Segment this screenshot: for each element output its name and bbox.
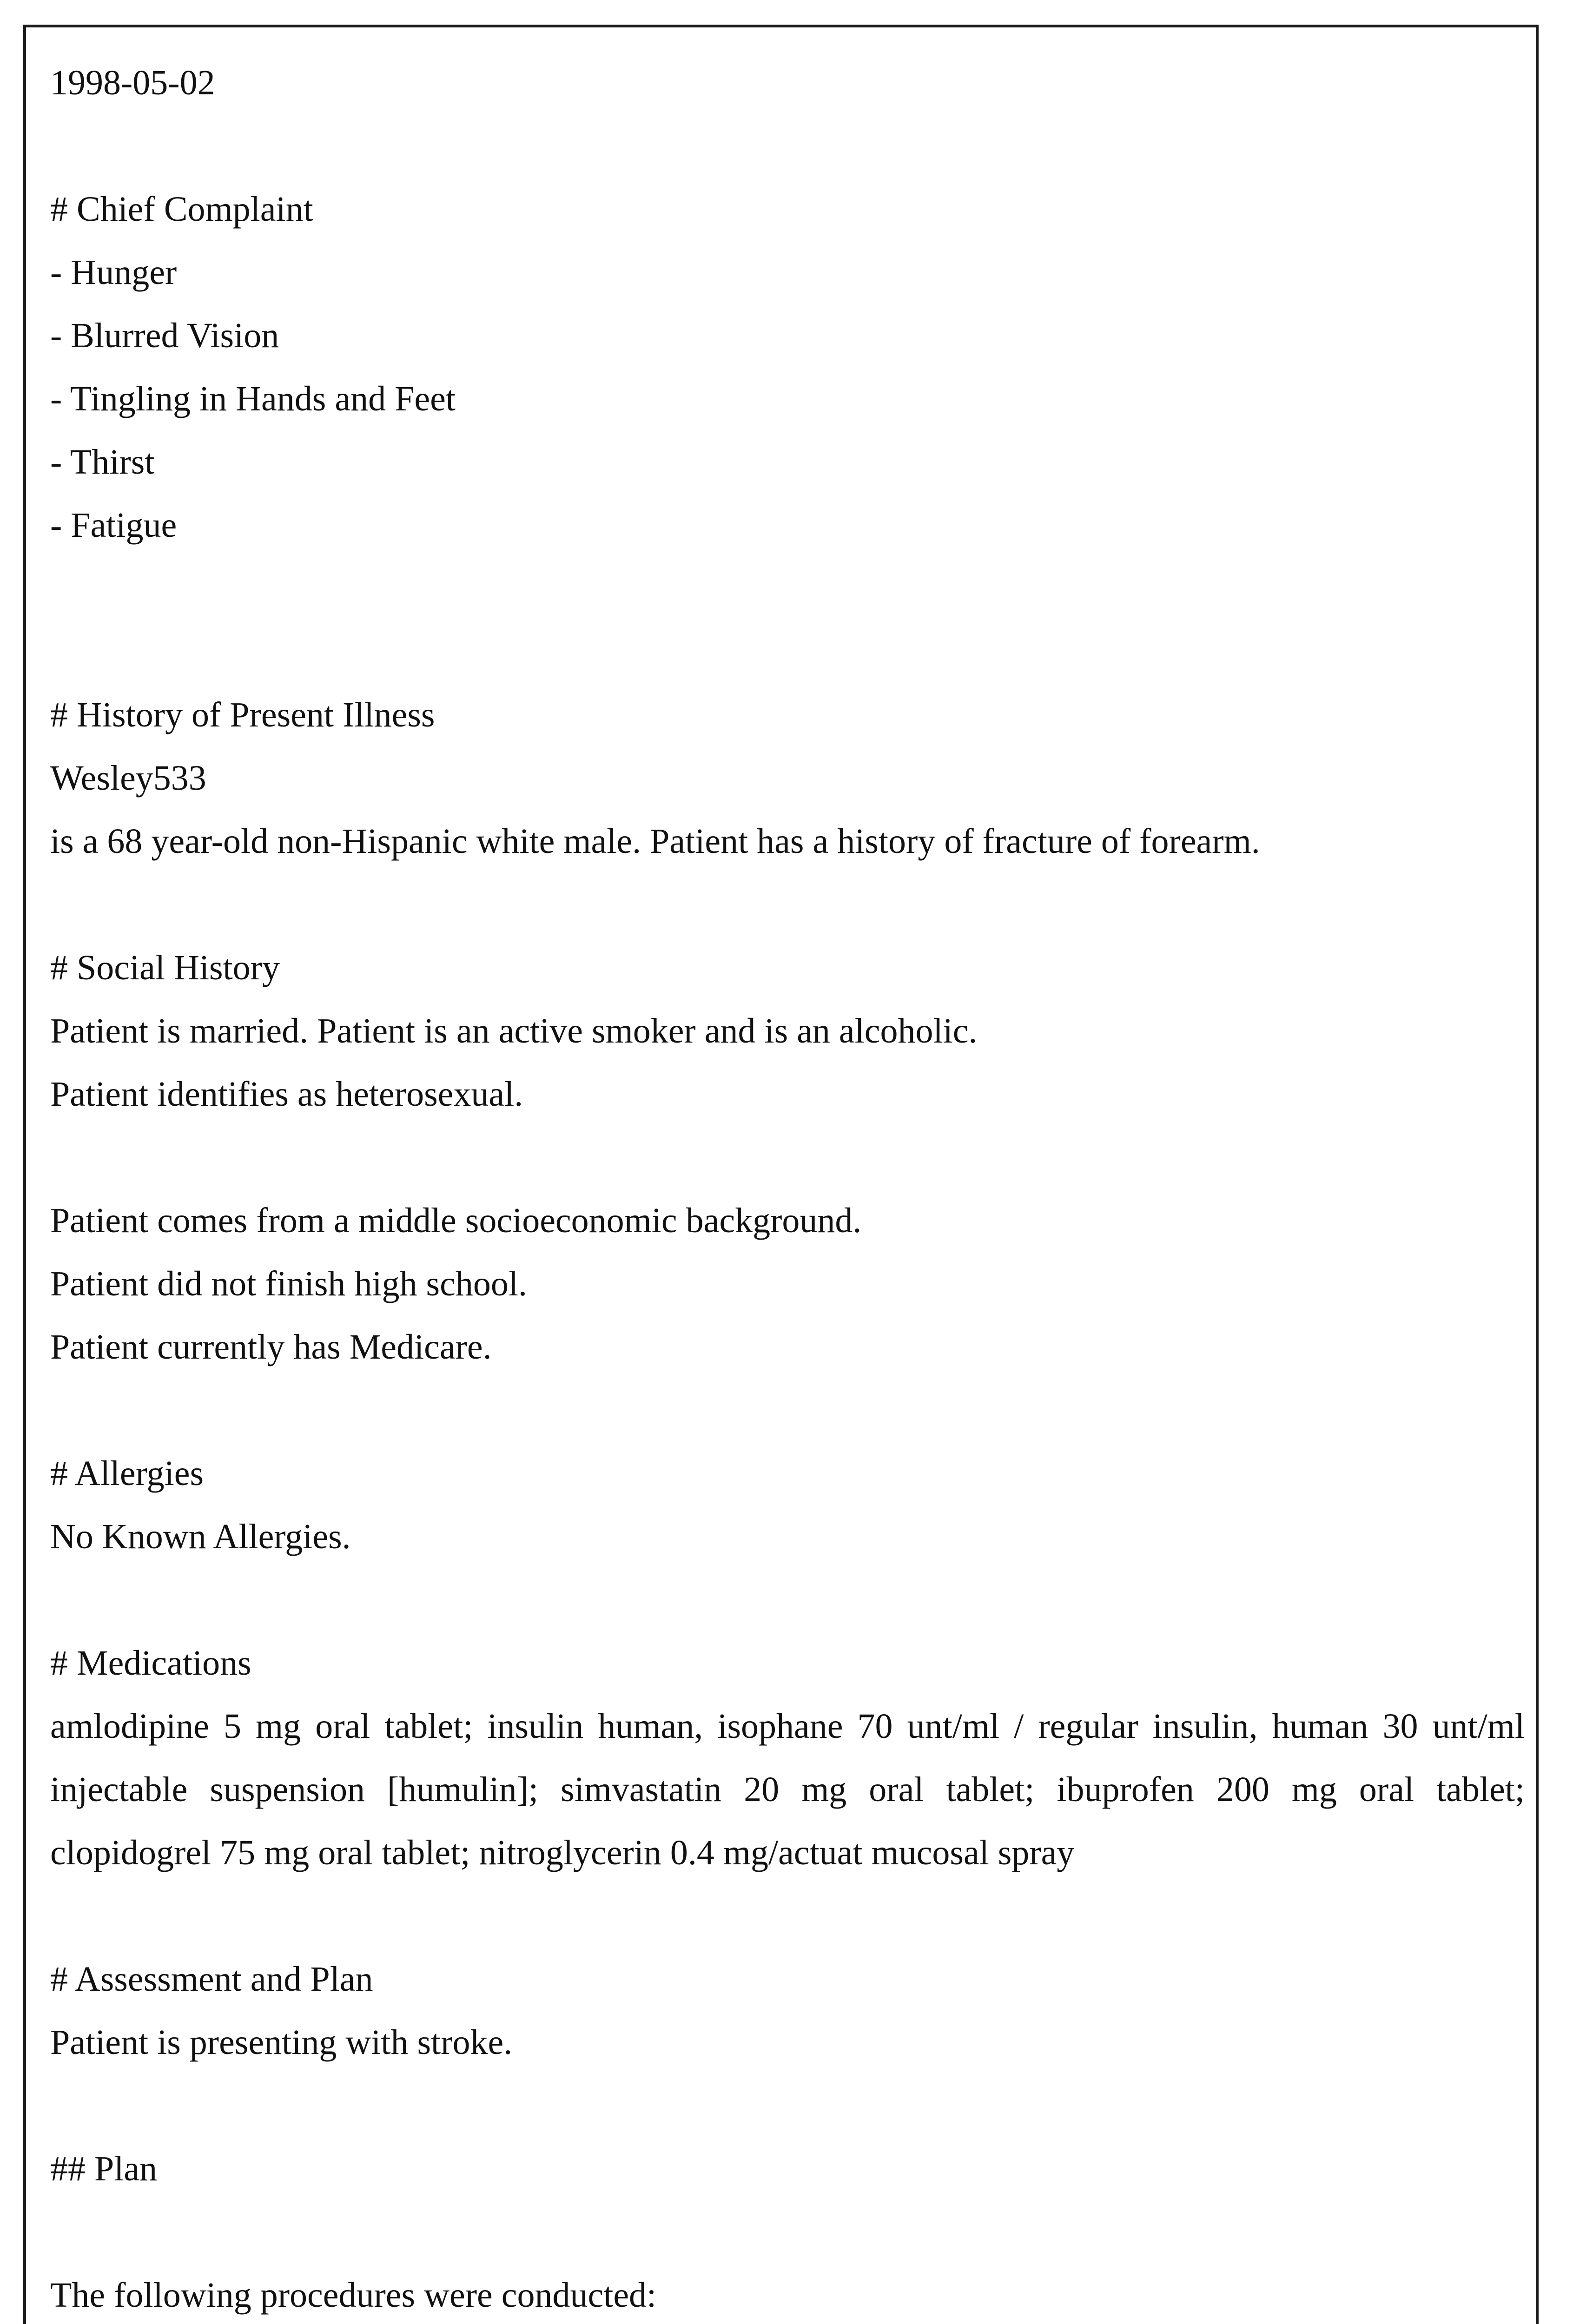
spacer bbox=[50, 1884, 1525, 1948]
spacer bbox=[50, 1379, 1525, 1442]
complaint-item: - Blurred Vision bbox=[50, 316, 279, 355]
assessment-heading: # Assessment and Plan bbox=[50, 1960, 373, 1999]
complaint-item: - Hunger bbox=[50, 253, 177, 292]
clinical-note bbox=[50, 51, 1525, 2324]
complaint-item: - Tingling in Hands and Feet bbox=[50, 379, 456, 418]
spacer bbox=[50, 557, 1525, 683]
spacer bbox=[50, 2200, 1525, 2264]
complaint-item: - Fatigue bbox=[50, 506, 177, 545]
social-history-line: Patient comes from a middle socioeconomic background. bbox=[50, 1201, 862, 1240]
complaint-item: - Thirst bbox=[50, 442, 155, 482]
social-history-heading: # Social History bbox=[50, 948, 280, 987]
social-history-line: Patient is married. Patient is an active smoker and is an alcoholic. bbox=[50, 1011, 978, 1050]
social-history-line: Patient currently has Medicare. bbox=[50, 1327, 492, 1367]
allergies-heading: # Allergies bbox=[50, 1454, 204, 1493]
spacer bbox=[50, 873, 1525, 936]
note-date: 1998-05-02 bbox=[50, 63, 215, 102]
plan-heading: ## Plan bbox=[50, 2149, 158, 2188]
spacer bbox=[50, 2074, 1525, 2137]
spacer bbox=[50, 1568, 1525, 1631]
hpi-text: is a 68 year-old non-Hispanic white male. Patient has a history of fracture of forearm. bbox=[50, 822, 1260, 861]
hpi-heading: # History of Present Illness bbox=[50, 695, 435, 734]
allergies-text: No Known Allergies. bbox=[50, 1517, 351, 1556]
social-history-line: Patient did not finish high school. bbox=[50, 1264, 527, 1303]
spacer bbox=[50, 1126, 1525, 1189]
assessment-text: Patient is presenting with stroke. bbox=[50, 2023, 513, 2062]
medications-text: amlodipine 5 mg oral tablet; insulin human, isophane 70 unt/ml / regular insulin, human 30 unt/ml injectable suspension [humulin]; simvastatin 20 mg oral tablet; ibuprofen 200 mg oral tablet; clopidogrel 75 mg oral tablet; nitroglycerin 0.4 mg/actuat mucosal spray bbox=[50, 1707, 1525, 1872]
procedures-intro: The following procedures were conducted: bbox=[50, 2276, 657, 2315]
medications-heading: # Medications bbox=[50, 1644, 251, 1683]
social-history-line: Patient identifies as heterosexual. bbox=[50, 1075, 523, 1114]
chief-complaint-heading: # Chief Complaint bbox=[50, 190, 313, 229]
patient-name: Wesley533 bbox=[50, 759, 206, 798]
spacer bbox=[50, 114, 1525, 178]
